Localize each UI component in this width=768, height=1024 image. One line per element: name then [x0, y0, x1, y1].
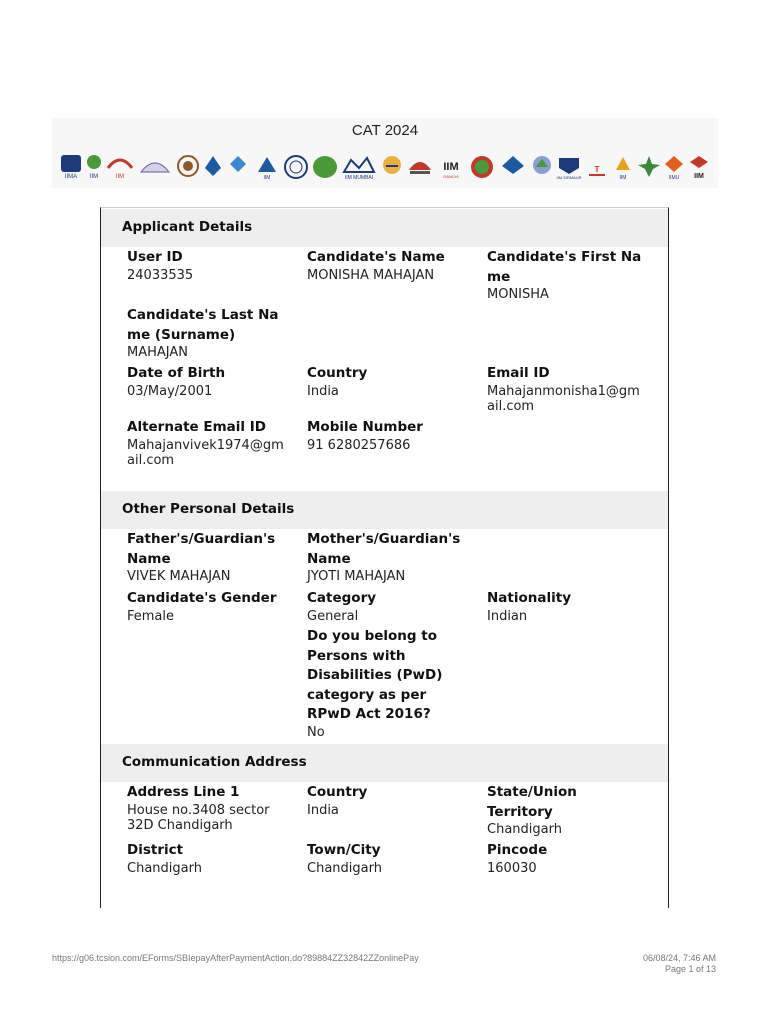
iim-jammu-logo	[226, 154, 250, 180]
field-label: Candidate's Last Name (Surname)	[127, 307, 279, 343]
field-value: House no.3408 sector 32D Chandigarh	[127, 802, 270, 833]
field-value: MAHAJAN	[127, 345, 189, 360]
field-value: VIVEK MAHAJAN	[127, 569, 231, 584]
field-value: Chandigarh	[307, 860, 382, 876]
field-mother-name	[307, 530, 467, 585]
field-label: Country	[307, 365, 368, 381]
field-label: Town/City	[307, 842, 381, 858]
field-label: Pincode	[487, 842, 548, 858]
page-title: CAT 2024	[351, 122, 419, 139]
field-value: No	[307, 724, 325, 740]
iim-raipur-logo	[407, 154, 433, 180]
iim-shillong-logo	[531, 154, 553, 180]
field-gender	[127, 589, 287, 624]
iima-logo	[60, 154, 82, 180]
field-first-name	[487, 248, 647, 303]
svg-text:IIMA: IIMA	[64, 174, 78, 180]
iim-ranchi-logo	[436, 154, 466, 180]
field-label: Candidate's First Name	[487, 249, 642, 285]
section-title: Other Personal Details	[122, 501, 295, 517]
field-label: Candidate's Gender	[127, 590, 277, 606]
field-label: Mother's/Guardian's Name	[307, 531, 461, 567]
field-label: State/Union Territory	[487, 784, 577, 820]
field-district	[127, 841, 287, 876]
field-value: 91 6280257686	[307, 437, 411, 453]
iim-visakhapatnam-logo	[638, 154, 660, 180]
field-value: JYOTI MAHAJAN	[307, 569, 406, 584]
field-value: India	[307, 802, 339, 818]
field-label: Category	[307, 590, 377, 606]
iim-nagpur-logo	[380, 154, 404, 180]
iim-kozhikode-logo	[283, 154, 309, 180]
field-value: MONISHA	[487, 287, 549, 302]
svg-text:IIM: IIM	[115, 174, 125, 180]
section-header-address	[101, 744, 668, 782]
field-label: Candidate's Name	[307, 249, 445, 265]
iim-sambalpur-logo	[498, 154, 528, 180]
field-label: Alternate Email ID	[127, 419, 266, 435]
svg-text:IIMU: IIMU	[668, 175, 679, 180]
field-value: Indian	[487, 608, 528, 624]
section-header-personal	[101, 491, 668, 529]
iim-bodhgaya-logo	[137, 154, 173, 180]
field-pincode	[487, 841, 647, 876]
field-label: Date of Birth	[127, 365, 226, 381]
section-header-applicant	[101, 209, 668, 247]
iim-sirmaur-logo	[556, 154, 582, 180]
section-title: Communication Address	[122, 754, 307, 770]
iim-indore-logo	[203, 154, 223, 180]
svg-text:IIM MUMBAI: IIM MUMBAI	[344, 175, 373, 180]
iim-rohtak-logo	[469, 154, 495, 180]
iim-bangalore-logo	[106, 154, 134, 180]
svg-text:IIM: IIM	[620, 175, 627, 180]
field-nationality	[487, 589, 647, 624]
field-value: 160030	[487, 860, 537, 876]
svg-text:T: T	[594, 165, 600, 174]
field-last-name	[127, 306, 287, 361]
footer-page-number: Page 1 of 13	[664, 964, 716, 974]
field-value: Female	[127, 608, 175, 624]
field-candidate-name	[307, 248, 467, 283]
field-address-line-1	[127, 783, 287, 834]
footer-page-info	[643, 953, 716, 975]
field-category	[307, 589, 467, 624]
iimu-logo	[663, 154, 685, 180]
svg-text:IIM SIRMAUR: IIM SIRMAUR	[556, 175, 582, 180]
iim-logo-last	[688, 154, 710, 180]
iim-kashipur-logo	[254, 154, 280, 180]
field-pwd-status	[307, 627, 472, 740]
field-email	[487, 364, 647, 415]
field-country	[307, 364, 467, 399]
field-value: Chandigarh	[127, 860, 202, 876]
field-state	[487, 783, 647, 838]
field-value: MONISHA MAHAJAN	[307, 267, 435, 283]
field-label: Nationality	[487, 590, 571, 606]
field-value: 03/May/2001	[127, 383, 213, 399]
iim-logo-strip	[60, 150, 710, 184]
field-label: Mobile Number	[307, 419, 423, 435]
field-date-of-birth	[127, 364, 287, 399]
field-label: Do you belong to Persons with Disabilities (PwD) category as per RPwD Act 2016?	[307, 628, 443, 722]
field-value: General	[307, 608, 359, 624]
field-label: User ID	[127, 249, 183, 265]
field-value: India	[307, 383, 339, 399]
svg-text:IIM: IIM	[443, 161, 459, 173]
section-title: Applicant Details	[122, 219, 253, 235]
footer-datetime: 06/08/24, 7:46 AM	[642, 953, 716, 963]
iim-tiruchirappalli-logo	[585, 154, 609, 180]
iim-calcutta-logo	[176, 154, 200, 180]
footer-url: https://g06.tcsion.com/EForms/SBIepayAfterPaymentAction.do?89884ZZ32842ZZonlinePay	[52, 953, 419, 963]
svg-text:IIM: IIM	[263, 175, 271, 180]
field-value: Mahajanmonisha1@gmail.com	[487, 383, 640, 414]
field-label: Email ID	[487, 365, 550, 381]
field-address-country	[307, 783, 467, 818]
field-father-name	[127, 530, 287, 585]
field-user-id	[127, 248, 287, 283]
field-label: Address Line 1	[127, 784, 240, 800]
field-label: Father's/Guardian's Name	[127, 531, 276, 567]
field-value: Mahajanvivek1974@gmail.com	[127, 437, 284, 468]
field-label: District	[127, 842, 184, 858]
field-mobile-number	[307, 418, 467, 453]
iim-udaipur-logo	[612, 154, 634, 180]
field-value: 24033535	[127, 267, 194, 283]
field-value: Chandigarh	[487, 822, 562, 837]
document-header	[52, 118, 718, 188]
svg-text:IIM: IIM	[89, 174, 99, 180]
field-alternate-email	[127, 418, 287, 469]
svg-text:IIM: IIM	[693, 173, 704, 180]
application-form-card	[100, 207, 669, 908]
iim-mumbai-logo	[341, 154, 377, 180]
svg-text:RANCHI: RANCHI	[443, 174, 459, 179]
iim-amritsar-logo	[85, 154, 103, 180]
field-label: Country	[307, 784, 368, 800]
field-town-city	[307, 841, 467, 876]
iim-lucknow-logo	[312, 154, 338, 180]
